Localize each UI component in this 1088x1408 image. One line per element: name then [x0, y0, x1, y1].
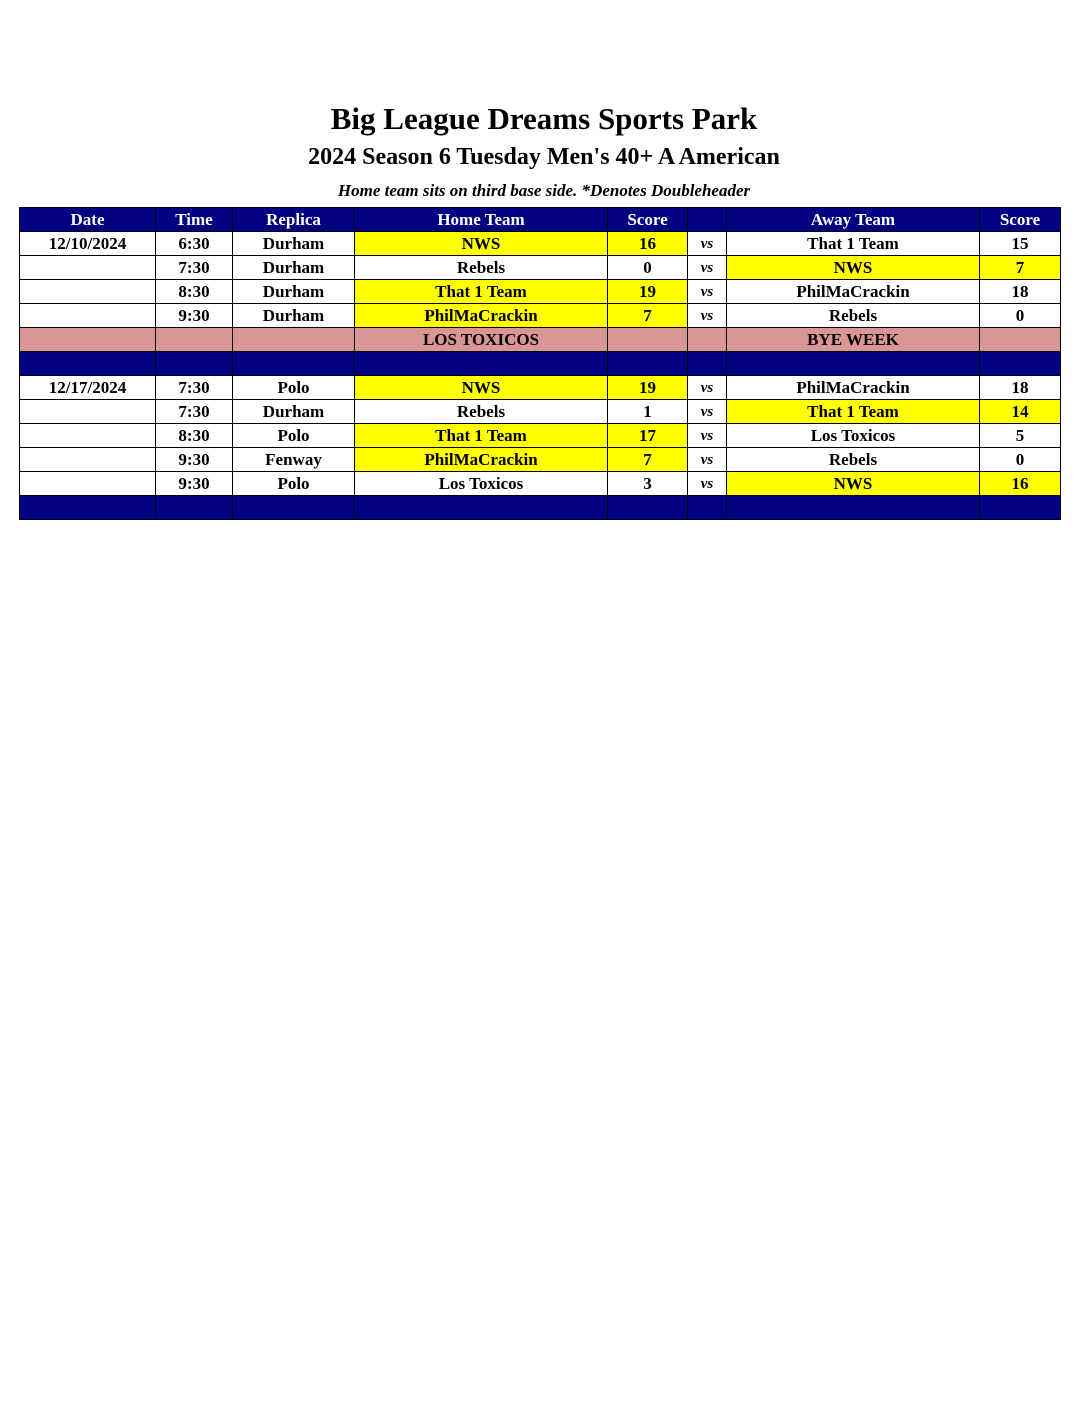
- home-score: 7: [608, 448, 688, 472]
- vs-label: vs: [688, 232, 727, 256]
- away-score: 18: [980, 376, 1061, 400]
- week-separator-row: [20, 352, 1061, 376]
- away-team: PhilMaCrackin: [727, 376, 980, 400]
- empty-cell: [608, 328, 688, 352]
- separator-cell: [156, 352, 233, 376]
- league-subtitle: 2024 Season 6 Tuesday Men's 40+ A American: [308, 144, 780, 170]
- empty-cell: [156, 328, 233, 352]
- home-score: 3: [608, 472, 688, 496]
- game-replica: Durham: [233, 256, 355, 280]
- game-time: 9:30: [156, 472, 233, 496]
- separator-cell: [608, 352, 688, 376]
- home-team: That 1 Team: [355, 424, 608, 448]
- table-row: [20, 400, 1061, 424]
- vs-label: vs: [688, 304, 727, 328]
- away-score: 0: [980, 304, 1061, 328]
- game-replica: Durham: [233, 280, 355, 304]
- column-header-date: Date: [20, 208, 156, 232]
- table-row: [20, 424, 1061, 448]
- vs-label: vs: [688, 448, 727, 472]
- separator-cell: [20, 352, 156, 376]
- game-replica: Polo: [233, 376, 355, 400]
- table-header-row: [20, 208, 1061, 232]
- separator-cell: [980, 496, 1061, 520]
- game-date: [20, 304, 156, 328]
- home-score: 16: [608, 232, 688, 256]
- game-time: 8:30: [156, 424, 233, 448]
- home-team: NWS: [355, 232, 608, 256]
- game-replica: Durham: [233, 400, 355, 424]
- week-separator-row: [20, 496, 1061, 520]
- separator-cell: [727, 496, 980, 520]
- table-row: [20, 472, 1061, 496]
- vs-label: vs: [688, 256, 727, 280]
- game-date: [20, 472, 156, 496]
- vs-label: vs: [688, 472, 727, 496]
- home-team: Rebels: [355, 256, 608, 280]
- game-time: 9:30: [156, 448, 233, 472]
- separator-cell: [355, 352, 608, 376]
- separator-cell: [727, 352, 980, 376]
- home-score: 19: [608, 376, 688, 400]
- vs-label: vs: [688, 424, 727, 448]
- away-score: 16: [980, 472, 1061, 496]
- table-row: [20, 304, 1061, 328]
- game-time: 7:30: [156, 256, 233, 280]
- separator-cell: [980, 352, 1061, 376]
- away-team: PhilMaCrackin: [727, 280, 980, 304]
- game-replica: Durham: [233, 304, 355, 328]
- game-date: 12/10/2024: [20, 232, 156, 256]
- game-date: [20, 400, 156, 424]
- home-team: Rebels: [355, 400, 608, 424]
- away-team: Rebels: [727, 304, 980, 328]
- page-title: Big League Dreams Sports Park: [330, 101, 758, 136]
- home-team: PhilMaCrackin: [355, 304, 608, 328]
- separator-cell: [233, 352, 355, 376]
- game-date: 12/17/2024: [20, 376, 156, 400]
- separator-cell: [608, 496, 688, 520]
- empty-cell: [233, 328, 355, 352]
- game-replica: Polo: [233, 424, 355, 448]
- column-header-away-score: Score: [980, 208, 1061, 232]
- schedule-table: [19, 207, 1061, 520]
- home-score: 7: [608, 304, 688, 328]
- home-team: NWS: [355, 376, 608, 400]
- bye-week-label: BYE WEEK: [727, 328, 980, 352]
- game-time: 7:30: [156, 400, 233, 424]
- separator-cell: [355, 496, 608, 520]
- home-score: 1: [608, 400, 688, 424]
- separator-cell: [20, 496, 156, 520]
- separator-cell: [688, 352, 727, 376]
- game-date: [20, 256, 156, 280]
- separator-cell: [688, 496, 727, 520]
- home-score: 17: [608, 424, 688, 448]
- game-date: [20, 280, 156, 304]
- game-replica: Durham: [233, 232, 355, 256]
- away-score: 5: [980, 424, 1061, 448]
- column-header-vs: [688, 208, 727, 232]
- game-date: [20, 448, 156, 472]
- away-team: That 1 Team: [727, 232, 980, 256]
- column-header-home-score: Score: [608, 208, 688, 232]
- separator-cell: [233, 496, 355, 520]
- home-score: 19: [608, 280, 688, 304]
- empty-cell: [688, 328, 727, 352]
- game-time: 9:30: [156, 304, 233, 328]
- away-score: 14: [980, 400, 1061, 424]
- game-time: 6:30: [156, 232, 233, 256]
- away-score: 0: [980, 448, 1061, 472]
- home-team: Los Toxicos: [355, 472, 608, 496]
- away-score: 15: [980, 232, 1061, 256]
- table-row: [20, 376, 1061, 400]
- home-team: That 1 Team: [355, 280, 608, 304]
- bye-team: LOS TOXICOS: [355, 328, 608, 352]
- game-time: 7:30: [156, 376, 233, 400]
- table-row: [20, 232, 1061, 256]
- column-header-replica: Replica: [233, 208, 355, 232]
- away-score: 18: [980, 280, 1061, 304]
- empty-cell: [980, 328, 1061, 352]
- column-header-time: Time: [156, 208, 233, 232]
- table-row: [20, 280, 1061, 304]
- schedule-note: Home team sits on third base side. *Denotes Doubleheader: [337, 181, 751, 200]
- separator-cell: [156, 496, 233, 520]
- game-replica: Fenway: [233, 448, 355, 472]
- away-team: NWS: [727, 256, 980, 280]
- away-team: NWS: [727, 472, 980, 496]
- vs-label: vs: [688, 400, 727, 424]
- vs-label: vs: [688, 376, 727, 400]
- game-date: [20, 424, 156, 448]
- away-team: That 1 Team: [727, 400, 980, 424]
- table-row: [20, 448, 1061, 472]
- table-row: [20, 256, 1061, 280]
- home-score: 0: [608, 256, 688, 280]
- empty-cell: [20, 328, 156, 352]
- column-header-away-team: Away Team: [727, 208, 980, 232]
- column-header-home-team: Home Team: [355, 208, 608, 232]
- home-team: PhilMaCrackin: [355, 448, 608, 472]
- vs-label: vs: [688, 280, 727, 304]
- away-team: Los Toxicos: [727, 424, 980, 448]
- game-time: 8:30: [156, 280, 233, 304]
- away-score: 7: [980, 256, 1061, 280]
- game-replica: Polo: [233, 472, 355, 496]
- bye-week-row: [20, 328, 1061, 352]
- away-team: Rebels: [727, 448, 980, 472]
